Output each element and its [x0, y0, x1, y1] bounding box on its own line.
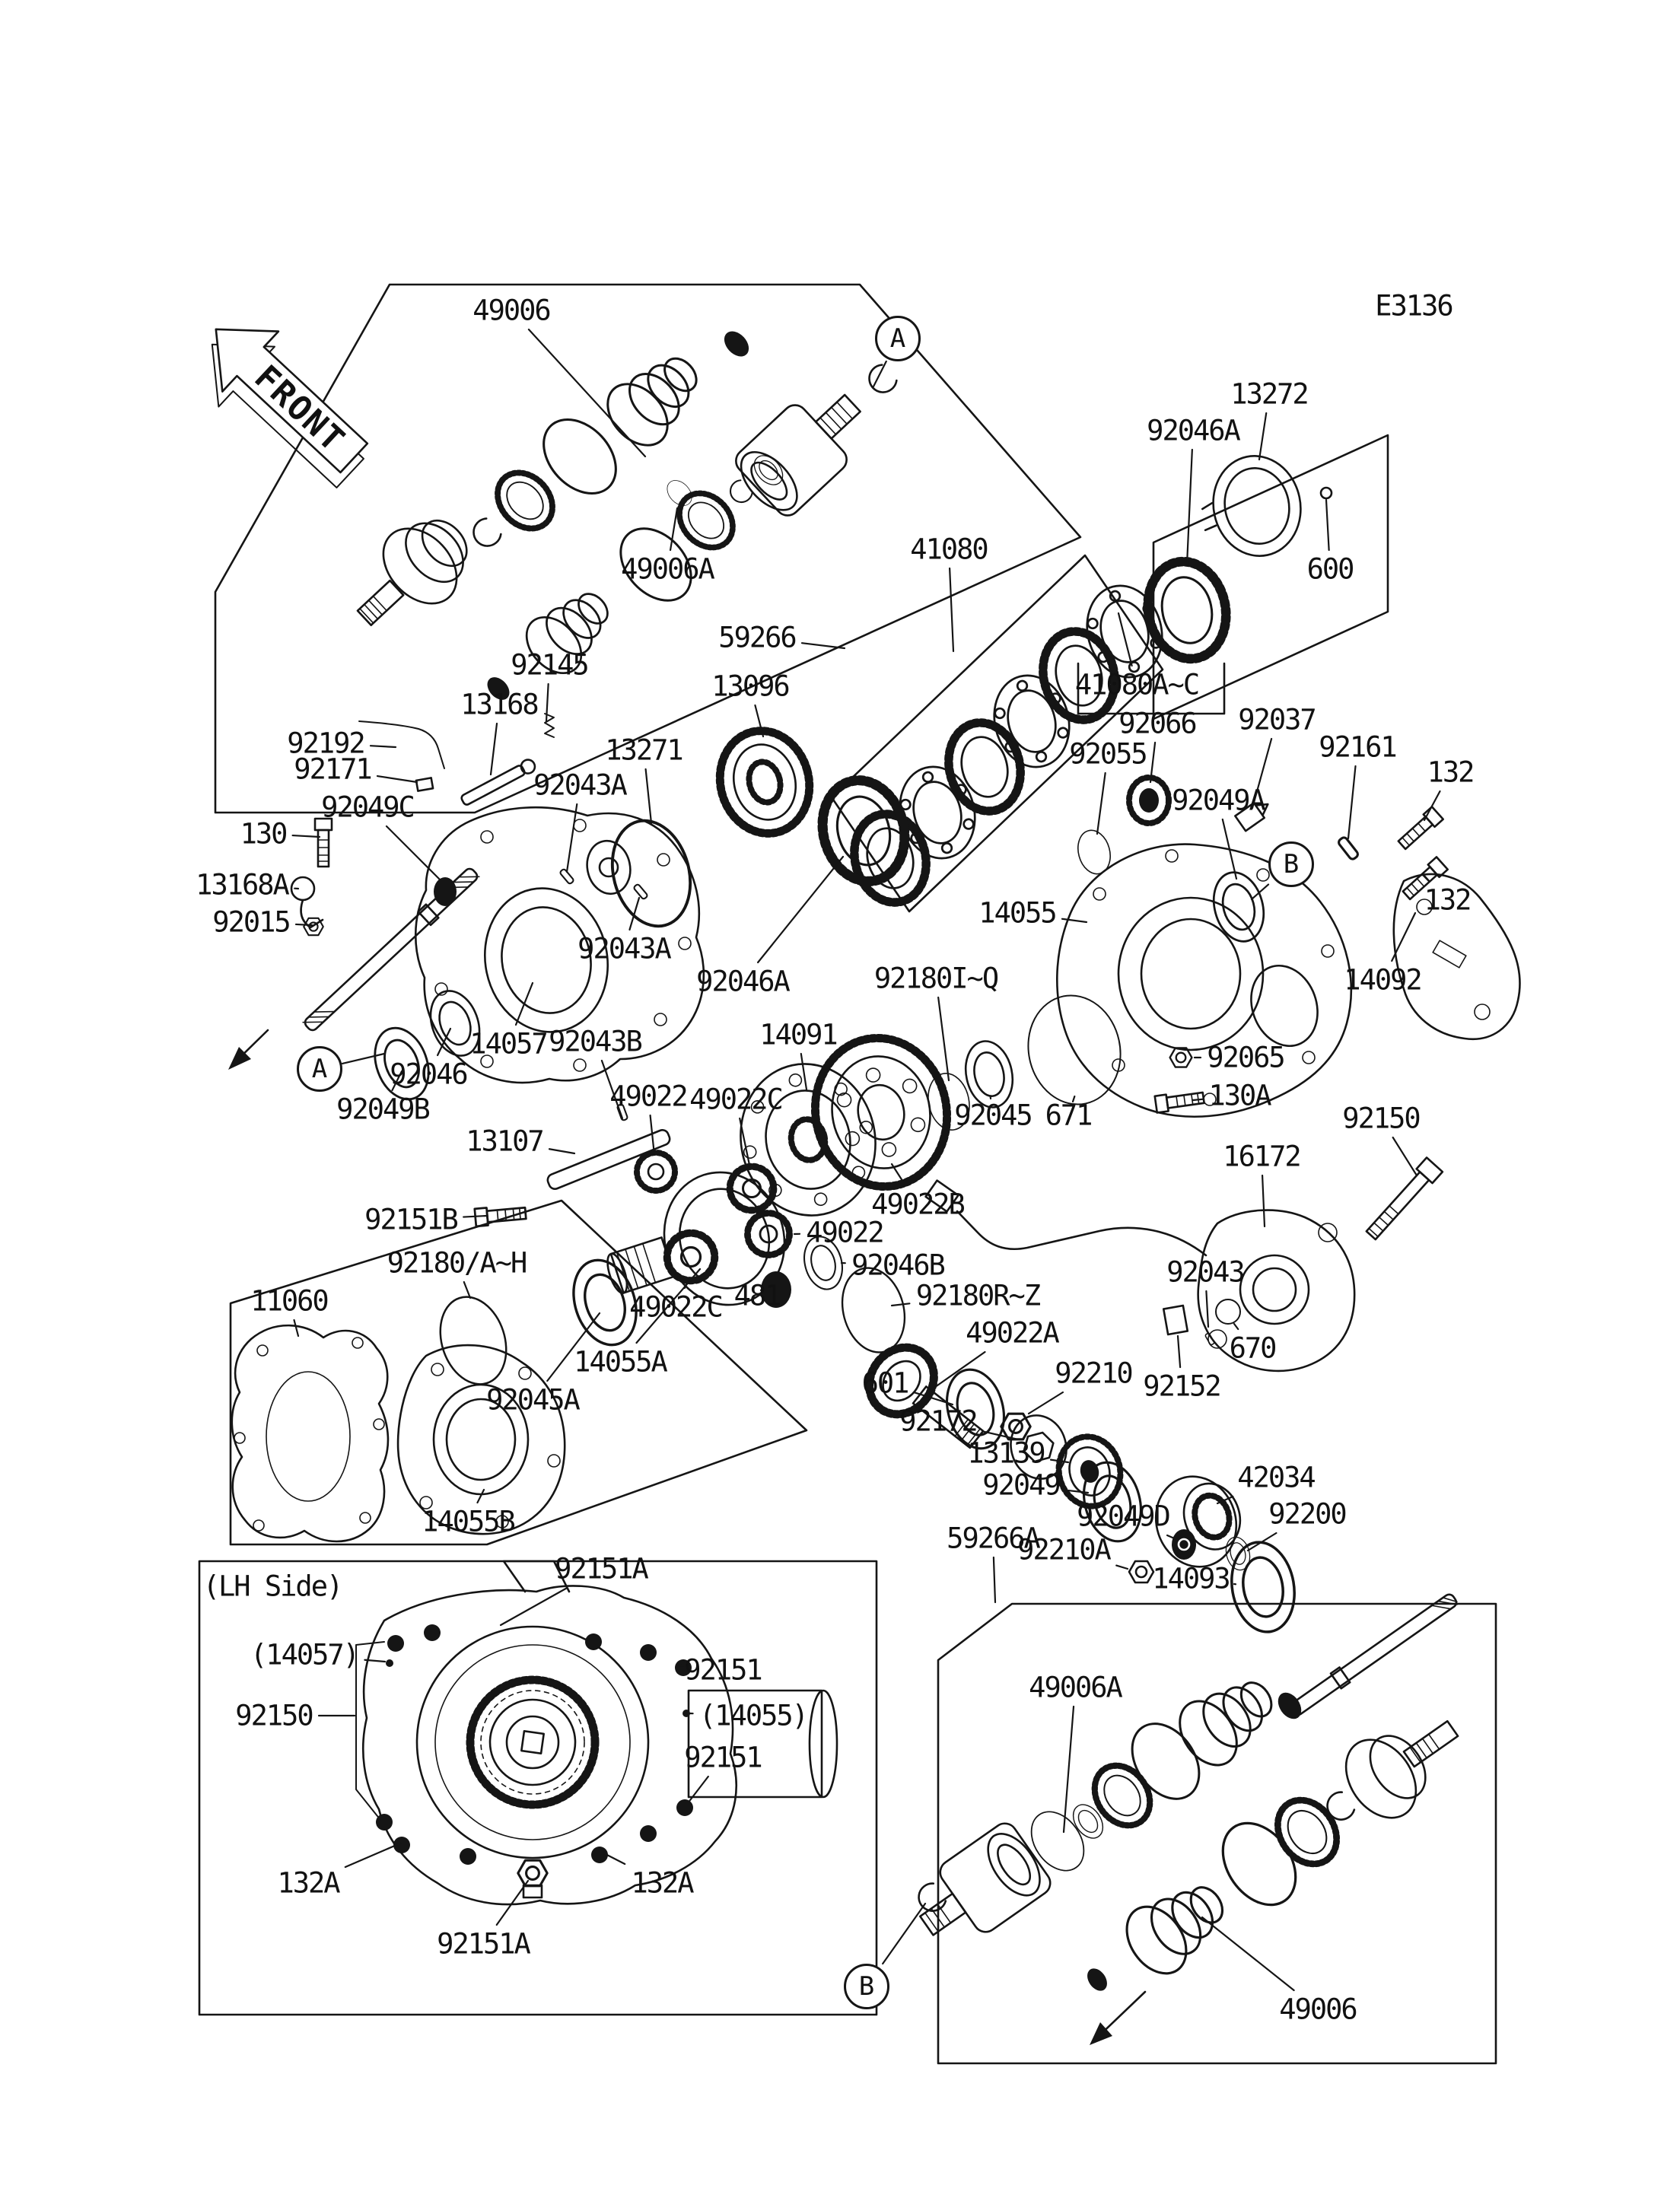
leader-14092	[1392, 913, 1415, 961]
leader-59266A	[994, 1557, 995, 1602]
rear-driveshaft-assembly	[903, 1591, 1477, 2045]
clamp-92171	[416, 778, 433, 790]
leader-16172	[1262, 1175, 1265, 1226]
leader-13168	[491, 724, 497, 775]
part-label-92046B: 92046B	[851, 1249, 944, 1282]
leader-92151B	[463, 1216, 487, 1217]
leader-670	[1234, 1324, 1238, 1329]
box-rear-driveshaft	[938, 1604, 1496, 2063]
leader-92210A	[1116, 1566, 1128, 1569]
lh-side-caption: (LH Side)	[202, 1570, 342, 1603]
part-label-14057: 14057	[469, 1027, 547, 1061]
leader-92192	[371, 746, 396, 747]
seal-92049d	[1172, 1529, 1196, 1560]
part-label-130A: 130A	[1208, 1079, 1271, 1112]
part-label-92151A: 92151A	[437, 1927, 530, 1961]
ring-gear-49022b	[802, 1026, 961, 1198]
callout-A: A	[297, 1046, 342, 1092]
leader-92151	[688, 1777, 708, 1803]
leader-92043	[1206, 1291, 1208, 1327]
box-lh-side-view	[199, 1561, 877, 2015]
nut-92065	[1170, 1048, 1192, 1067]
bolt-130a	[1155, 1089, 1204, 1113]
bevel-gear-49022	[637, 1153, 675, 1191]
leader-49006	[529, 329, 645, 456]
seal-14093	[1225, 1537, 1301, 1637]
leader-132A	[345, 1843, 402, 1867]
part-label-13107: 13107	[466, 1124, 543, 1158]
part-label-92171: 92171	[294, 752, 371, 786]
part-label-92150: 92150	[1342, 1102, 1420, 1135]
leader-14055B	[478, 1490, 485, 1503]
part-label-49022: 49022	[806, 1216, 883, 1249]
part-label-14055A: 14055A	[574, 1345, 667, 1379]
part-label-42034: 42034	[1237, 1461, 1315, 1494]
part-label-92145: 92145	[511, 648, 588, 682]
part-label-92049B: 92049B	[336, 1093, 429, 1126]
leader-13271	[646, 769, 651, 823]
part-label-92015: 92015	[212, 905, 290, 939]
callout-B: B	[1268, 841, 1314, 887]
leader-92180/A~H	[464, 1282, 470, 1298]
part-label-92043A: 92043A	[533, 768, 626, 802]
part-label-92066: 92066	[1118, 707, 1196, 740]
leader-B	[883, 1904, 925, 1964]
leader-600	[1326, 500, 1329, 550]
part-label-59266: 59266	[718, 621, 796, 654]
part-label-92210A: 92210A	[1017, 1533, 1110, 1567]
part-label-92055: 92055	[1069, 737, 1147, 771]
part-label-601: 601	[861, 1366, 908, 1400]
leader-14091	[801, 1054, 807, 1089]
part-label-132A: 132A	[277, 1866, 339, 1900]
part-label-13271: 13271	[605, 733, 682, 767]
callout-B: B	[844, 1964, 889, 2009]
part-label-92180/A~H: 92180/A~H	[387, 1246, 527, 1280]
leader-92055	[1097, 773, 1106, 834]
part-label-92037: 92037	[1238, 703, 1316, 736]
part-label-92150: 92150	[235, 1699, 313, 1732]
leader-92171	[377, 776, 417, 782]
part-label-92049C: 92049C	[321, 790, 414, 824]
bolt-92150	[1363, 1157, 1442, 1242]
part-label-92043: 92043	[1166, 1255, 1244, 1289]
leader-14055	[1062, 919, 1087, 922]
part-label-92046A: 92046A	[1147, 414, 1239, 447]
leader-92180R~Z	[892, 1303, 909, 1306]
page-code: E3136	[1375, 289, 1452, 323]
leader-92152	[1178, 1336, 1180, 1367]
part-label-14055B: 14055B	[422, 1505, 514, 1538]
pin-92043a	[633, 883, 648, 899]
leader-92161	[1348, 766, 1356, 838]
part-label-600: 600	[1306, 552, 1354, 586]
breather-pipe-92192	[359, 721, 444, 768]
leader-49006A	[1064, 1707, 1074, 1832]
bevel-gear-49022c	[730, 1166, 774, 1210]
bolt-130	[315, 819, 332, 867]
leader-41080	[950, 568, 953, 651]
part-label-130: 130	[240, 817, 287, 851]
part-label-92045A: 92045A	[486, 1383, 579, 1417]
part-label-92046A: 92046A	[696, 965, 789, 998]
part-label-92180I~Q: 92180I~Q	[873, 962, 998, 995]
part-label-92192: 92192	[287, 727, 364, 760]
part-label-92172: 92172	[899, 1404, 977, 1438]
part-label-59266A: 59266A	[947, 1522, 1039, 1555]
part-label-92151: 92151	[684, 1653, 762, 1687]
cap-92049c	[434, 877, 457, 906]
part-label-132: 132	[1424, 883, 1471, 917]
part-label-41080: 41080	[910, 533, 988, 566]
leader-130	[293, 835, 320, 837]
part-label-14091: 14091	[759, 1018, 837, 1051]
part-label-13096: 13096	[711, 670, 789, 703]
shim-92180ah	[430, 1288, 517, 1392]
leader-A	[342, 1054, 384, 1064]
part-label-92200: 92200	[1268, 1497, 1346, 1531]
leader-92151A	[501, 1588, 567, 1625]
outer-cv-joint	[336, 500, 487, 649]
part-label-(14055): (14055)	[699, 1699, 807, 1732]
part-label-49006: 49006	[473, 294, 550, 327]
leader-92150	[1393, 1137, 1417, 1175]
part-label-132: 132	[1427, 755, 1474, 789]
leader-49006	[1202, 1917, 1294, 1990]
housing-14055	[1057, 845, 1351, 1117]
part-label-13168: 13168	[460, 688, 538, 721]
ball-600	[1321, 488, 1332, 498]
part-label-92043A: 92043A	[578, 932, 670, 965]
part-label-92151: 92151	[684, 1741, 762, 1774]
part-label-(14057): (14057)	[250, 1638, 358, 1672]
part-label-14055: 14055	[978, 896, 1056, 930]
connector-92152	[1163, 1306, 1188, 1334]
part-label-670: 670	[1229, 1331, 1276, 1365]
part-label-92049A: 92049A	[1172, 784, 1265, 817]
part-label-92046: 92046	[390, 1058, 467, 1091]
leader-92043A	[567, 804, 577, 872]
part-label-49022: 49022	[609, 1080, 687, 1113]
coupling-13096	[708, 720, 820, 843]
part-label-11060: 11060	[250, 1284, 328, 1318]
part-label-92043B: 92043B	[549, 1025, 641, 1058]
part-label-92210: 92210	[1055, 1357, 1132, 1390]
leader-132	[1424, 791, 1440, 820]
part-label-16172: 16172	[1223, 1140, 1300, 1173]
part-label-92151A: 92151A	[555, 1552, 648, 1586]
callout-A: A	[875, 316, 921, 361]
part-label-92049D: 92049D	[1077, 1500, 1169, 1533]
part-label-671: 671	[1045, 1099, 1092, 1132]
seal-92049a	[1207, 867, 1271, 947]
part-label-14093: 14093	[1152, 1562, 1230, 1595]
leader-92200	[1248, 1533, 1276, 1551]
cv-boot	[596, 340, 714, 457]
leader-92180I~Q	[938, 997, 949, 1080]
part-label-13272: 13272	[1230, 377, 1308, 411]
inner-cv-joint	[727, 373, 880, 524]
plug-92066	[1129, 778, 1169, 823]
leader-14057	[516, 983, 533, 1025]
oring-670	[1216, 1299, 1240, 1324]
part-label-13139: 13139	[967, 1436, 1045, 1470]
leader-132	[1423, 875, 1429, 881]
part-label-49006A: 49006A	[1029, 1671, 1122, 1704]
part-label-49022C: 49022C	[629, 1290, 722, 1324]
part-label-49006: 49006	[1279, 1993, 1357, 2026]
part-label-41080A~C: 41080A~C	[1074, 668, 1199, 701]
leader-130A	[1193, 1099, 1202, 1100]
part-label-92049: 92049	[982, 1468, 1060, 1502]
part-label-92045: 92045	[954, 1099, 1032, 1132]
leader-92046A	[1187, 450, 1192, 565]
leader-92015	[296, 924, 312, 925]
part-label-92152: 92152	[1143, 1369, 1220, 1403]
leader-13107	[549, 1149, 574, 1153]
leader-13272	[1259, 413, 1266, 460]
lh-side-final-drive	[356, 1561, 837, 1904]
leader-92210	[1029, 1392, 1063, 1414]
part-label-481: 481	[733, 1279, 781, 1312]
part-label-92151B: 92151B	[364, 1203, 457, 1236]
part-label-14092: 14092	[1344, 963, 1421, 997]
part-label-92161: 92161	[1319, 730, 1396, 764]
part-label-92180R~Z: 92180R~Z	[915, 1279, 1040, 1312]
oring-92055	[1074, 827, 1115, 878]
part-label-49006A: 49006A	[621, 552, 714, 586]
part-label-13168A: 13168A	[196, 868, 288, 902]
leader-11060	[294, 1320, 298, 1336]
shift-rod-13168	[460, 757, 537, 807]
part-label-92065: 92065	[1207, 1041, 1284, 1074]
leader-92046A	[758, 857, 843, 962]
lock-plate	[1192, 448, 1310, 567]
cv-boot	[1115, 1867, 1239, 1984]
cv-boot	[1168, 1663, 1287, 1776]
part-label-49022C: 49022C	[689, 1083, 782, 1116]
nut-92210a	[1129, 1561, 1153, 1582]
part-label-49022B: 49022B	[871, 1188, 964, 1221]
pin-92161	[1338, 836, 1360, 860]
part-label-132A: 132A	[631, 1866, 693, 1900]
part-label-49022A: 49022A	[966, 1316, 1058, 1350]
gasket-11060	[232, 1325, 388, 1541]
front-arrow-text: FRONT	[247, 358, 353, 460]
leader-59266	[802, 643, 845, 648]
bolt-132	[1396, 806, 1443, 851]
